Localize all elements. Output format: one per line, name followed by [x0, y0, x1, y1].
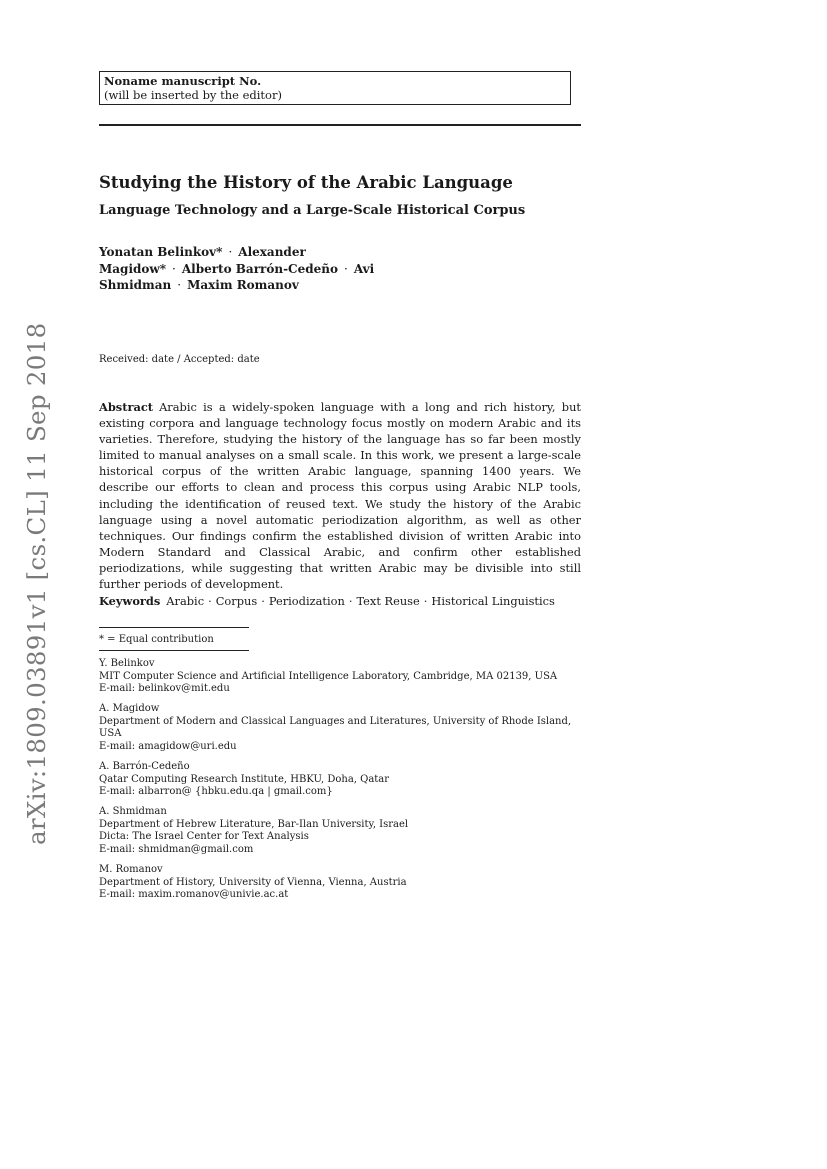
affiliation-barron-cedeno	[99, 761, 581, 799]
author-name: Magidow*	[99, 261, 167, 276]
keyword-separator: ·	[348, 594, 353, 608]
affiliation-institution: Department of Hebrew Literature, Bar-Ilan University, Israel	[99, 818, 409, 830]
author-separator: ·	[172, 261, 176, 276]
keyword: Arabic	[166, 594, 205, 608]
keywords-label: Keywords	[99, 594, 161, 608]
abstract-text: Arabic is a widely-spoken language with a long and rich history, but existing corpora and language technology focus mostly on modern Arabic and its varieties. Therefore, studying the history of the language has so far been mostly limited to manual analyses on a small scale. In this work, we present a large-scale historical corpus of the written Arabic language, spanning 1400 years. We describe our efforts to clean and process this corpus using Arabic NLP tools, including the identification of reused text. We study the history of the Arabic language using a novel automatic periodization algorithm, as well as other techniques. Our findings confirm the established division of written Arabic into Modern Standard and Classical Arabic, and confirm other established periodizations, while suggesting that written Arabic may be divisible into still further periods of development.	[99, 400, 581, 592]
affiliation-institution: Qatar Computing Research Institute, HBKU, Doha, Qatar	[99, 773, 390, 785]
author-name: Alberto Barrón-Cedeño	[181, 261, 338, 276]
manuscript-label: Noname manuscript No.	[104, 74, 262, 88]
affiliation-institution: Department of History, University of Vienna, Vienna, Austria	[99, 876, 407, 888]
keyword-separator: ·	[208, 594, 212, 608]
paper-title: Studying the History of the Arabic Language	[99, 173, 513, 192]
author-separator: ·	[344, 261, 348, 276]
editor-note: (will be inserted by the editor)	[104, 88, 282, 102]
footnote-rule	[99, 650, 249, 651]
affiliation-email: E-mail: maxim.romanov@univie.ac.at	[99, 889, 289, 901]
keyword-separator: ·	[423, 594, 428, 608]
affiliation-institution: Department of Modern and Classical Languages and Literatures, University of Rhode Island,	[99, 715, 572, 727]
author-line-3	[99, 277, 409, 294]
equal-contribution-footnote: * = Equal contribution	[99, 634, 214, 645]
keyword: Periodization	[268, 594, 345, 608]
affiliation-name: Y. Belinkov	[99, 658, 155, 669]
affiliation-belinkov	[99, 658, 581, 696]
affiliation-name: A. Magidow	[99, 703, 160, 714]
affiliation-name: A. Shmidman	[99, 806, 167, 817]
affiliation-name: A. Barrón-Cedeño	[99, 761, 190, 772]
abstract-label: Abstract	[99, 400, 154, 414]
keywords	[99, 593, 581, 609]
keyword: Text Reuse	[356, 594, 420, 608]
keyword: Historical Linguistics	[431, 594, 555, 608]
author-name: Yonatan Belinkov*	[99, 245, 223, 259]
author-name: Shmidman	[99, 278, 172, 292]
affiliation-institution: MIT Computer Science and Artificial Intelligence Laboratory, Cambridge, MA 02139, USA	[99, 670, 558, 682]
affiliation-email: E-mail: shmidman@gmail.com	[99, 843, 254, 855]
paper-subtitle: Language Technology and a Large-Scale Historical Corpus	[99, 203, 526, 218]
author-separator: ·	[177, 278, 182, 292]
abstract	[99, 399, 581, 592]
author-name: Alexander	[238, 245, 306, 259]
keyword-separator: ·	[261, 594, 265, 608]
affiliation-email: E-mail: albarron@ {hbku.edu.qa | gmail.com}	[99, 786, 333, 798]
author-list	[99, 244, 409, 294]
manuscript-number-box	[99, 71, 571, 105]
author-line-1	[99, 244, 409, 261]
author-separator: ·	[228, 245, 233, 259]
affiliation-email: E-mail: amagidow@uri.edu	[99, 740, 237, 752]
affiliation-romanov	[99, 864, 581, 902]
affiliation-institution: USA	[99, 728, 122, 740]
affiliation-shmidman	[99, 806, 581, 856]
affiliation-email: E-mail: belinkov@mit.edu	[99, 683, 230, 695]
author-name: Maxim Romanov	[187, 278, 299, 292]
footnote-rule	[99, 627, 249, 628]
arxiv-identifier-stamp: arXiv:1809.03891v1 [cs.CL] 11 Sep 2018	[22, 322, 51, 845]
affiliation-institution: Dicta: The Israel Center for Text Analysis	[99, 831, 309, 843]
author-line-2	[99, 261, 409, 278]
affiliation-name: M. Romanov	[99, 864, 163, 875]
received-accepted-dates: Received: date / Accepted: date	[99, 354, 260, 365]
author-name: Avi	[353, 261, 375, 276]
keyword: Corpus	[215, 594, 258, 608]
affiliation-magidow	[99, 703, 581, 753]
header-rule	[99, 124, 581, 126]
